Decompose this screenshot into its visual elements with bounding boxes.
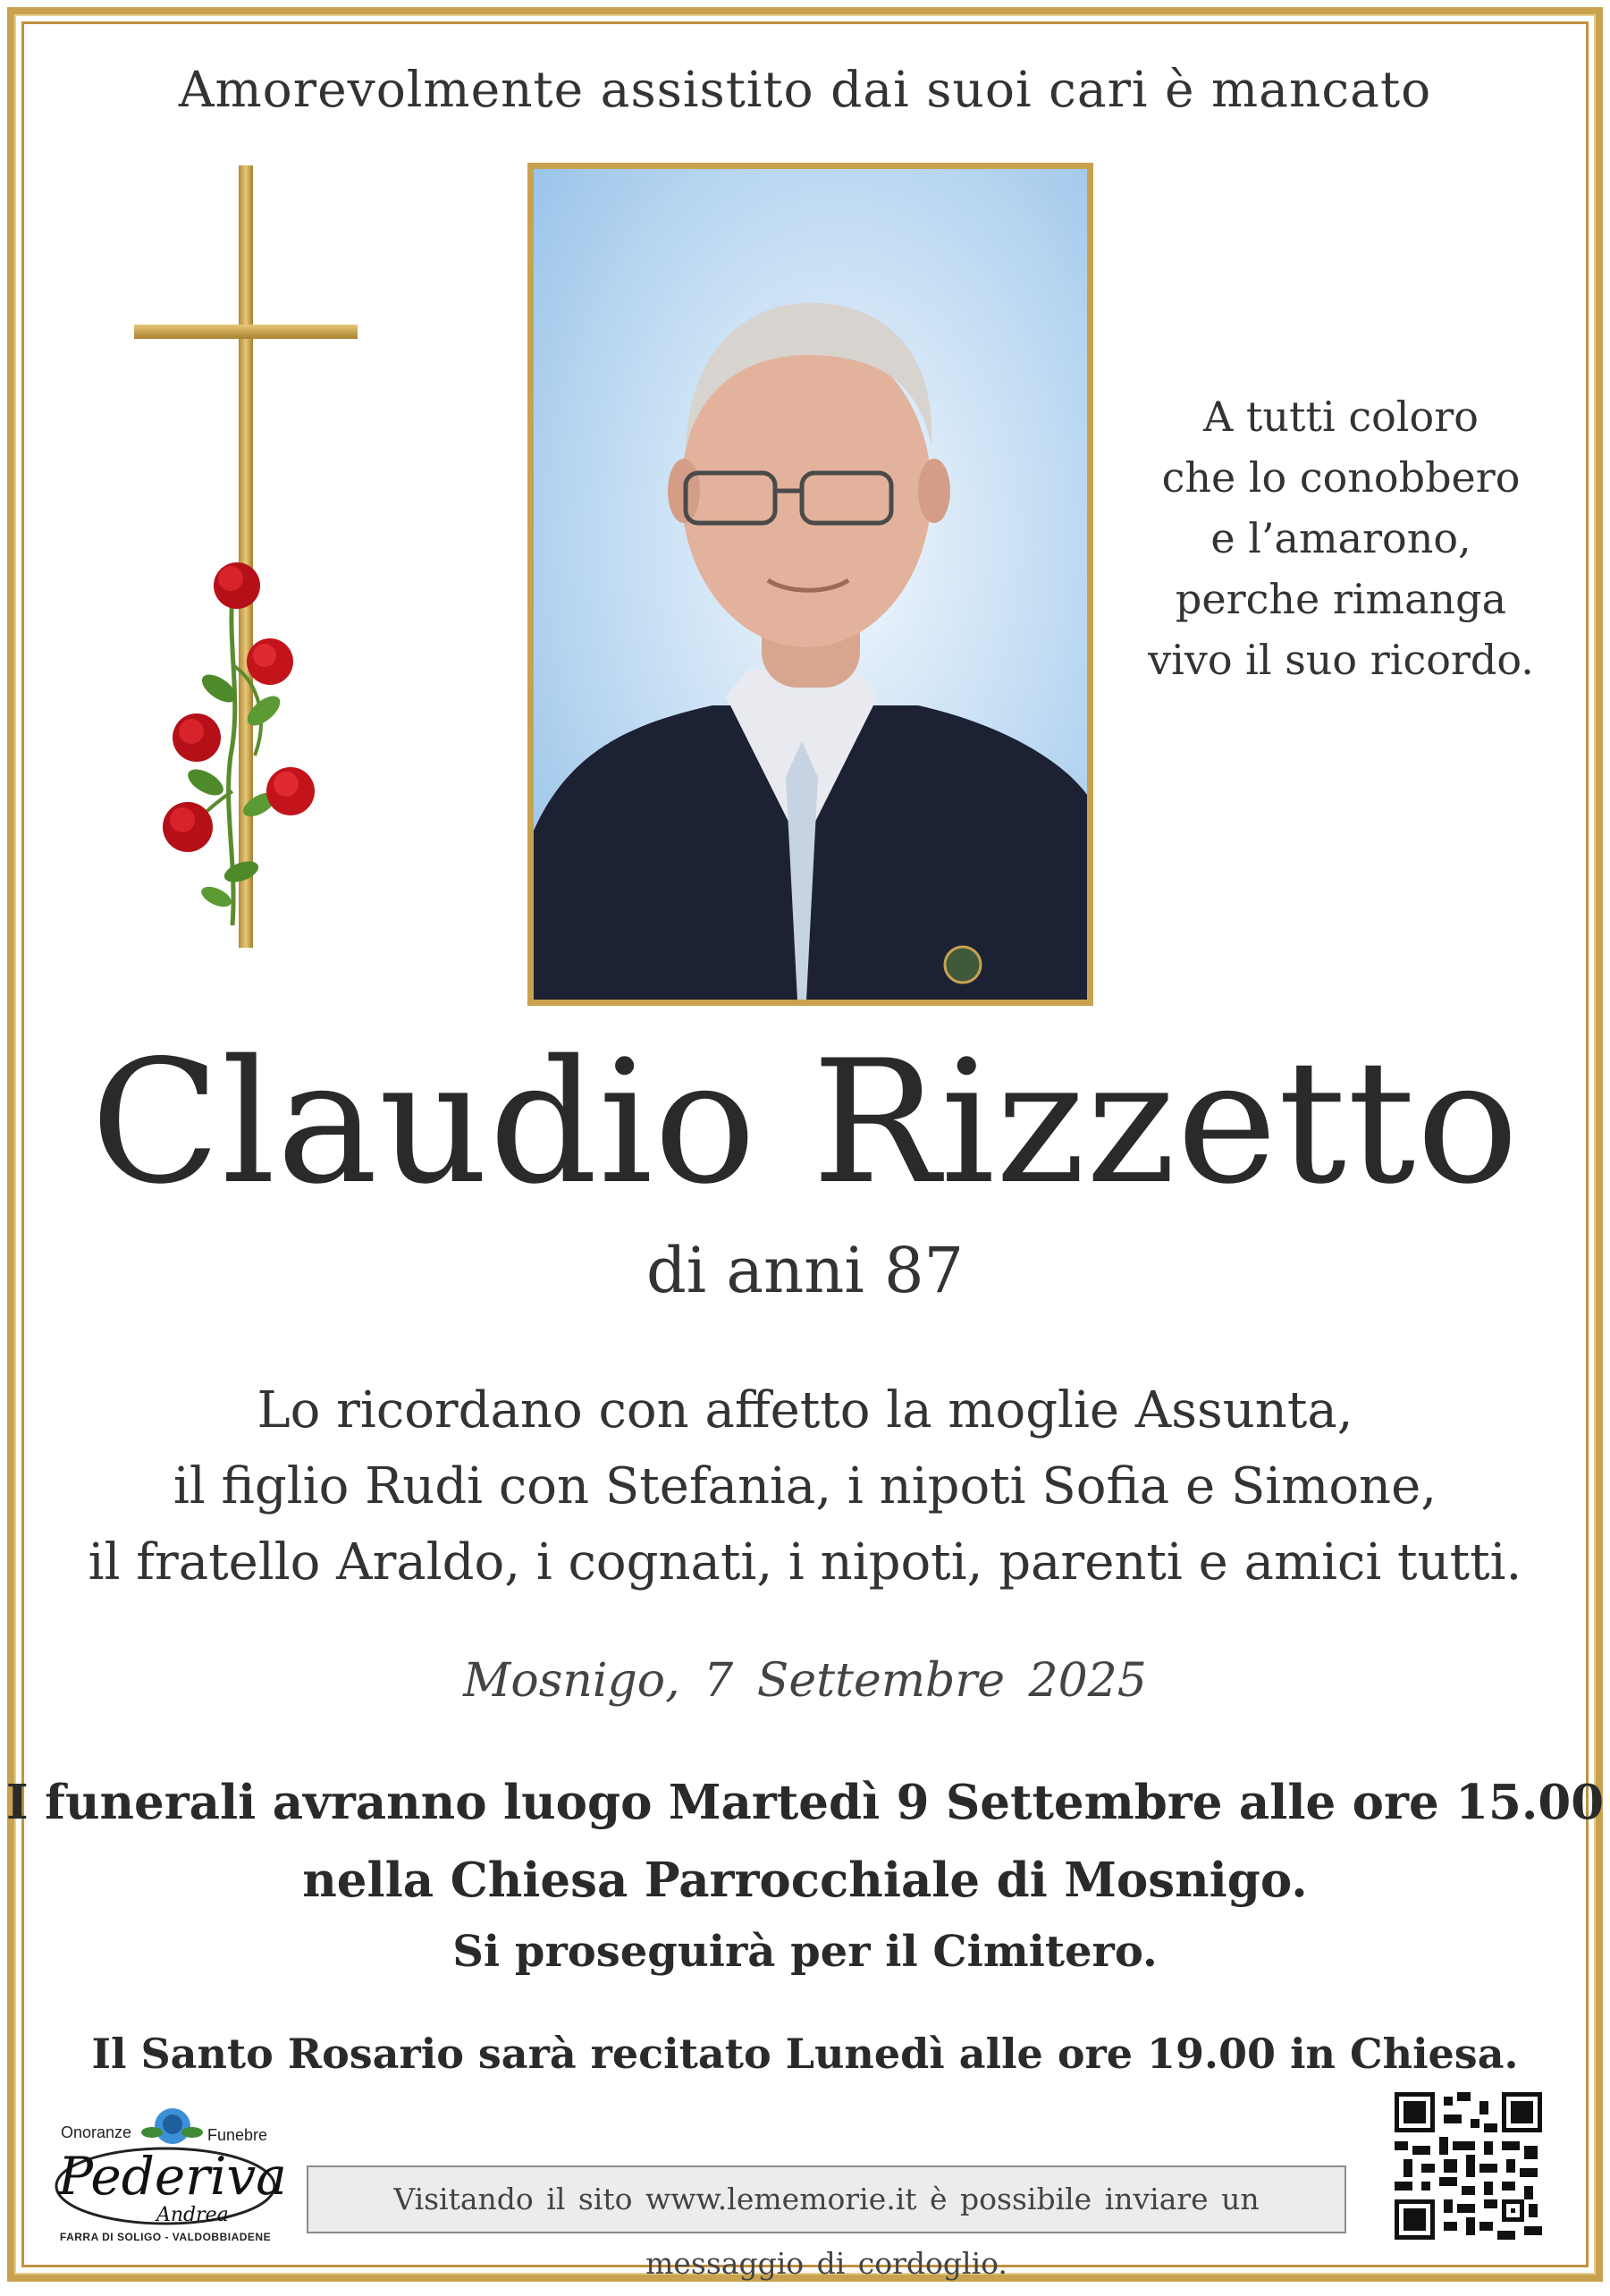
- dedication-line: vivo il suo ricordo.: [1148, 636, 1534, 684]
- funeral-line: I funerali avranno luogo Martedì 9 Settembre alle ore 15.00: [5, 1775, 1605, 1830]
- funeral-line: Si proseguirà per il Cimitero.: [452, 1927, 1158, 1977]
- dedication-line: perche rimanga: [1175, 575, 1507, 623]
- blue-rose-icon: [141, 2108, 203, 2144]
- cross-with-roses: [134, 165, 367, 952]
- dedication-line: e l’amarono,: [1210, 514, 1471, 562]
- place-date: Mosnigo, 7 Settembre 2025: [463, 1654, 1147, 1708]
- family-line: il fratello Araldo, i cognati, i nipoti, parenti e amici tutti.: [88, 1533, 1522, 1591]
- funeral-line: nella Chiesa Parrocchiale di Mosnigo.: [302, 1853, 1308, 1908]
- logo-text: Funebre: [207, 2126, 268, 2144]
- intro-text: Amorevolmente assistito dai suoi cari è mancato: [178, 61, 1432, 118]
- rosary-line: Il Santo Rosario sarà recitato Lunedì alle ore 19.00 in Chiesa.: [91, 2030, 1519, 2078]
- portrait-frame: [527, 163, 1093, 1006]
- deceased-name: Claudio Rizzetto: [90, 1024, 1520, 1221]
- logo-subname: Andrea: [156, 2204, 229, 2226]
- dedication-text: [1126, 386, 1555, 690]
- condolence-message-box: Visitando il sito www.lememorie.it è possibile inviare un messaggio di cordoglio.: [307, 2165, 1346, 2233]
- deceased-age: di anni 87: [645, 1234, 965, 1307]
- dedication-line: che lo conobbero: [1161, 453, 1521, 502]
- qr-code-icon[interactable]: [1395, 2092, 1542, 2240]
- family-line: il figlio Rudi con Stefania, i nipoti Sofia e Simone,: [173, 1457, 1437, 1515]
- logo-text: Onoranze: [61, 2123, 132, 2141]
- logo-name: Pederiva: [58, 2146, 287, 2207]
- portrait-photo: [534, 169, 1087, 1000]
- family-line: Lo ricordano con affetto la moglie Assunta,: [257, 1381, 1353, 1439]
- dedication-line: A tutti coloro: [1203, 393, 1479, 441]
- logo-address: FARRA DI SOLIGO - VALDOBBIADENE: [59, 2231, 272, 2243]
